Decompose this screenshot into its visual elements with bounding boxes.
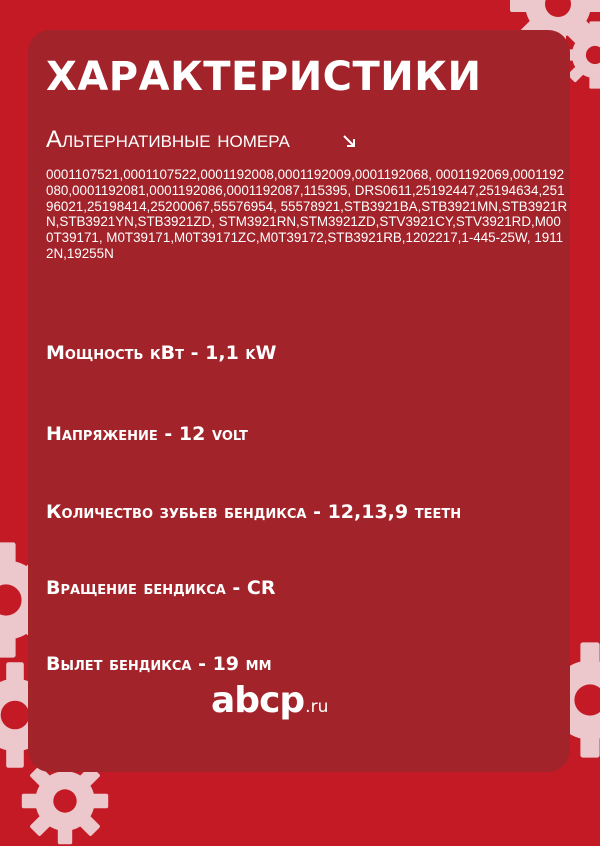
spec-teeth-count: Количество зубьев бендикса - 12,13,9 teeth (46, 501, 462, 523)
logo-suffix: .ru (305, 697, 329, 717)
arrow-down-right-icon (342, 134, 356, 148)
logo-main: abcp (211, 680, 305, 721)
alt-numbers-list: 0001107521,0001107522,0001192008,0001192009,0001192068, 0001192069,0001192080,0001192081,0001192086,0001192087,115395, DRS0611,25192447,25194634,25196021,25198414,25200067,55576954, 55578921,STB3921BA,STB3921MN,STB3921RN,STB3921YN,STB3921ZD, STM3921RN,STM3921ZD,STV3921CY,STV3921RD,M000T39171, M0T39171,M0T39171ZC,M0T39172,STB3921RB,1202217,1-445-25W, 19112N,19255N (46, 167, 568, 261)
abcp-logo (211, 680, 328, 721)
page-title: ХАРАКТЕРИСТИКИ (46, 54, 482, 100)
content-card (28, 30, 570, 772)
spec-power: Мощность кВт - 1,1 kW (46, 342, 277, 364)
spec-voltage: Напряжение - 12 volt (46, 423, 248, 445)
spec-rotation: Вращение бендикса - CR (46, 577, 276, 599)
spec-overhang: Вылет бендикса - 19 мм (46, 653, 272, 675)
alt-numbers-heading: Альтернативные номера (46, 126, 290, 153)
